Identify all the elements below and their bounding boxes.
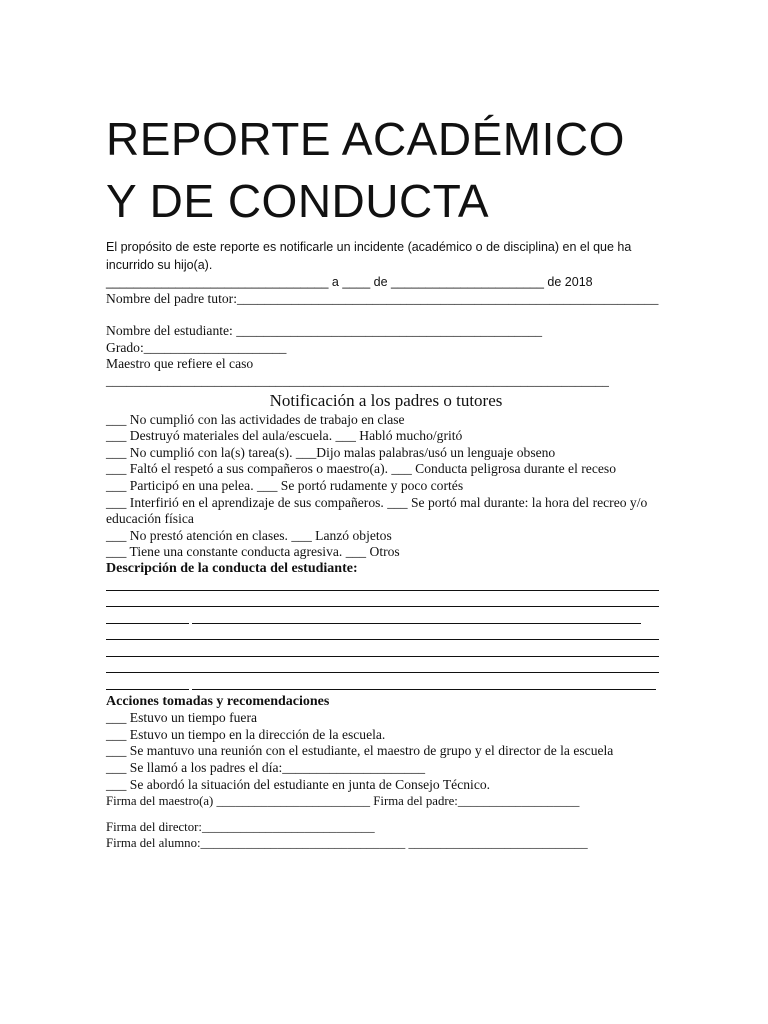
- description-line[interactable]: [106, 578, 666, 595]
- action-item[interactable]: ___ Se mantuvo una reunión con el estudiante, el maestro de grupo y el director de la escuela: [106, 743, 614, 759]
- action-item[interactable]: ___ Estuvo un tiempo fuera: [106, 710, 258, 726]
- checklist-item[interactable]: ___ Tiene una constante conducta agresiva. ___ Otros: [106, 544, 400, 560]
- grade-field[interactable]: Grado:_____________________: [106, 339, 287, 355]
- checklist-item[interactable]: ___ Faltó el respetó a sus compañeros o maestro(a). ___ Conducta peligrosa durante el receso: [106, 461, 616, 477]
- description-lines[interactable]: [106, 578, 666, 694]
- description-heading: Descripción de la conducta del estudiante:: [106, 560, 358, 576]
- checklist-item[interactable]: ___ Destruyó materiales del aula/escuela. ___ Habló mucho/gritó: [106, 428, 463, 444]
- description-line[interactable]: [106, 677, 666, 694]
- checklist-item[interactable]: ___ Interfirió en el aprendizaje de sus compañeros. ___ Se portó mal durante: la hora del recreo y/o educación física: [106, 494, 648, 527]
- title-line-1: REPORTE ACADÉMICO: [106, 113, 625, 165]
- actions-heading: Acciones tomadas y recomendaciones: [106, 693, 330, 709]
- signature-student[interactable]: Firma del alumno:________________________________ ____________________________: [106, 836, 588, 851]
- student-name-field[interactable]: Nombre del estudiante: _____________________________________________: [106, 323, 543, 339]
- description-line[interactable]: [106, 611, 666, 628]
- notification-heading: Notificación a los padres o tutores: [269, 390, 503, 410]
- signature-director[interactable]: Firma del director:___________________________: [106, 819, 375, 834]
- description-line[interactable]: [106, 627, 666, 644]
- description-line[interactable]: [106, 644, 666, 661]
- action-item[interactable]: ___ Estuvo un tiempo en la dirección de la escuela.: [106, 726, 386, 742]
- title-line-2: Y DE CONDUCTA: [106, 175, 490, 227]
- checklist-item[interactable]: ___ Participó en una pelea. ___ Se portó rudamente y poco cortés: [106, 477, 464, 493]
- intro-text: El propósito de este reporte es notificarle un incidente (académico o de disciplina) en el que ha incurrido su hijo(a).: [106, 240, 632, 272]
- referring-teacher-field[interactable]: __________________________________________________________________________: [106, 372, 609, 388]
- description-line[interactable]: [106, 660, 666, 677]
- checklist-item[interactable]: ___ No cumplió con la(s) tarea(s). ___Dijo malas palabras/usó un lenguaje obseno: [106, 444, 556, 460]
- actions-checklist: [106, 710, 666, 793]
- report-form: [106, 108, 666, 852]
- referring-teacher-label: Maestro que refiere el caso: [106, 356, 254, 372]
- signature-teacher-parent[interactable]: Firma del maestro(a) ________________________ Firma del padre:___________________: [106, 794, 580, 809]
- incident-checklist: [106, 412, 666, 561]
- date-line[interactable]: ________________________________ a ____ de ______________________ de 2018: [106, 275, 593, 289]
- checklist-item[interactable]: ___ No prestó atención en clases. ___ Lanzó objetos: [106, 527, 392, 543]
- description-line[interactable]: [106, 594, 666, 611]
- action-item[interactable]: ___ Se llamó a los padres el día:_____________________: [106, 760, 426, 776]
- parent-name-field[interactable]: Nombre del padre tutor:______________________________________________________________: [106, 290, 659, 306]
- checklist-item[interactable]: ___ No cumplió con las actividades de trabajo en clase: [106, 411, 405, 427]
- action-item[interactable]: ___ Se abordó la situación del estudiante en junta de Consejo Técnico.: [106, 776, 491, 792]
